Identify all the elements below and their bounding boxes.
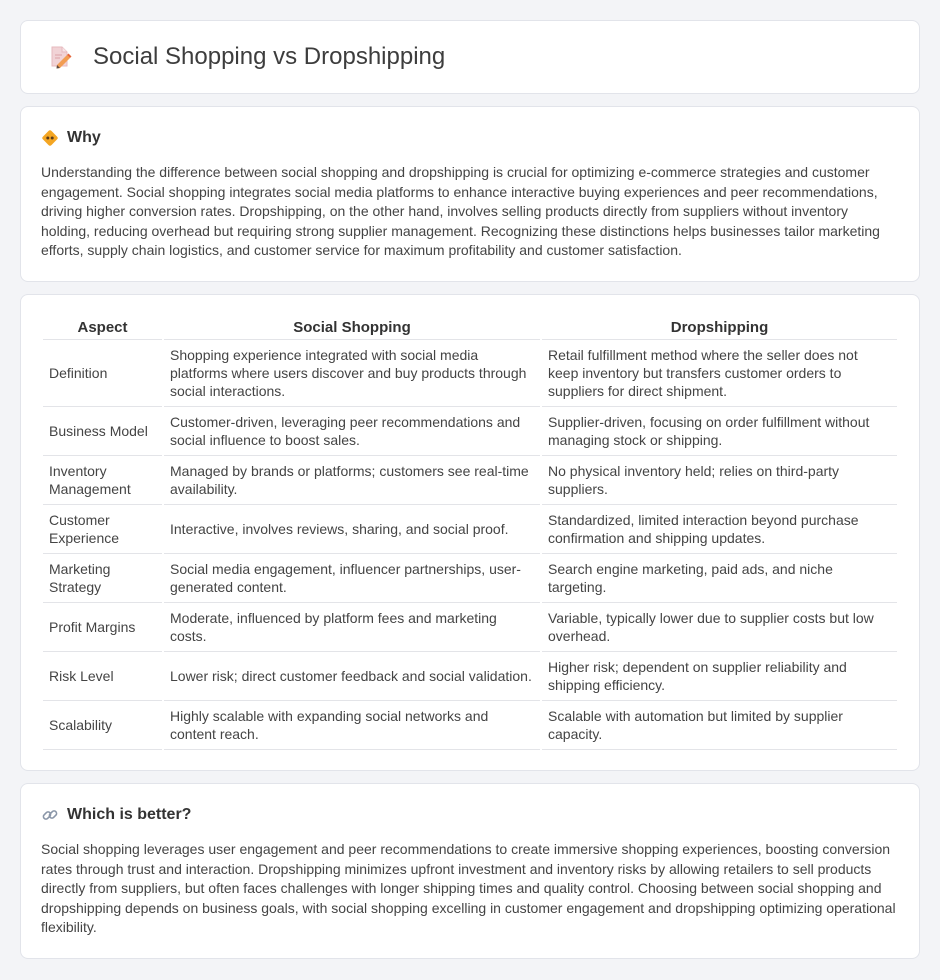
social-shopping-cell: Highly scalable with expanding social networks and content reach. (164, 701, 540, 750)
aspect-cell: Inventory Management (43, 456, 162, 505)
aspect-cell: Business Model (43, 407, 162, 456)
column-header-aspect: Aspect (43, 315, 162, 340)
social-shopping-cell: Moderate, influenced by platform fees and marketing costs. (164, 603, 540, 652)
page-title: Social Shopping vs Dropshipping (93, 43, 446, 70)
aspect-cell: Customer Experience (43, 505, 162, 554)
aspect-cell: Scalability (43, 701, 162, 750)
why-heading-label: Why (67, 129, 101, 146)
social-shopping-cell: Lower risk; direct customer feedback and social validation. (164, 652, 540, 701)
which-is-better-text: Social shopping leverages user engagement and peer recommendations to create immersive shopping experiences, boosting conversion rates through trust and interaction. Dropshipping minimizes upfront investment and inventory risks by allowing retailers to sell products directly from suppliers, but often faces challenges with longer shipping times and quality control. Choosing between social shopping and dropshipping depends on business goals, with social shopping excelling in customer engagement and dropshipping optimizing operational flexibility. (41, 840, 896, 936)
social-shopping-cell: Interactive, involves reviews, sharing, and social proof. (164, 505, 540, 554)
dropshipping-cell: Retail fulfillment method where the seller does not keep inventory but transfers customer orders to suppliers for direct shipment. (542, 340, 897, 407)
why-section (20, 106, 920, 282)
table-row (43, 505, 897, 554)
dropshipping-cell: Variable, typically lower due to supplier costs but low overhead. (542, 603, 897, 652)
which-is-better-heading (41, 806, 899, 824)
why-heading (41, 129, 899, 147)
column-header-social-shopping: Social Shopping (164, 315, 540, 340)
link-icon (41, 806, 59, 824)
dropshipping-cell: No physical inventory held; relies on third-party suppliers. (542, 456, 897, 505)
dropshipping-cell: Search engine marketing, paid ads, and niche targeting. (542, 554, 897, 603)
social-shopping-cell: Social media engagement, influencer partnerships, user-generated content. (164, 554, 540, 603)
dropshipping-cell: Supplier-driven, focusing on order fulfillment without managing stock or shipping. (542, 407, 897, 456)
table-header-row (43, 315, 897, 340)
dropshipping-cell: Scalable with automation but limited by supplier capacity. (542, 701, 897, 750)
dropshipping-cell: Standardized, limited interaction beyond purchase confirmation and shipping updates. (542, 505, 897, 554)
which-is-better-label: Which is better? (67, 805, 192, 823)
social-shopping-cell: Managed by brands or platforms; customers see real-time availability. (164, 456, 540, 505)
aspect-cell: Definition (43, 340, 162, 407)
table-row (43, 603, 897, 652)
table-row (43, 554, 897, 603)
table-row (43, 340, 897, 407)
dropshipping-cell: Higher risk; dependent on supplier reliability and shipping efficiency. (542, 652, 897, 701)
edit-document-icon (47, 44, 73, 70)
aspect-cell: Profit Margins (43, 603, 162, 652)
social-shopping-cell: Customer-driven, leveraging peer recommendations and social influence to boost sales. (164, 407, 540, 456)
header-card (20, 20, 920, 94)
comparison-table-card (20, 294, 920, 771)
comparison-table (41, 315, 899, 750)
table-row (43, 407, 897, 456)
which-is-better-section (20, 783, 920, 959)
aspect-cell: Marketing Strategy (43, 554, 162, 603)
table-row (43, 456, 897, 505)
diamond-warning-icon (41, 129, 59, 147)
column-header-dropshipping: Dropshipping (542, 315, 897, 340)
table-row (43, 701, 897, 750)
why-text: Understanding the difference between social shopping and dropshipping is crucial for optimizing e-commerce strategies and customer engagement. Social shopping integrates social media platforms to enhance interactive buying experiences and peer recommendations, driving higher conversion rates. Dropshipping, on the other hand, involves selling products directly from suppliers without inventory holding, reducing overhead but requiring strong supplier management. Recognizing these distinctions helps businesses tailor marketing efforts, supply chain logistics, and customer service for maximum profitability and customer satisfaction. (41, 164, 880, 259)
aspect-cell: Risk Level (43, 652, 162, 701)
social-shopping-cell: Shopping experience integrated with social media platforms where users discover and buy products through social interactions. (164, 340, 540, 407)
table-row (43, 652, 897, 701)
